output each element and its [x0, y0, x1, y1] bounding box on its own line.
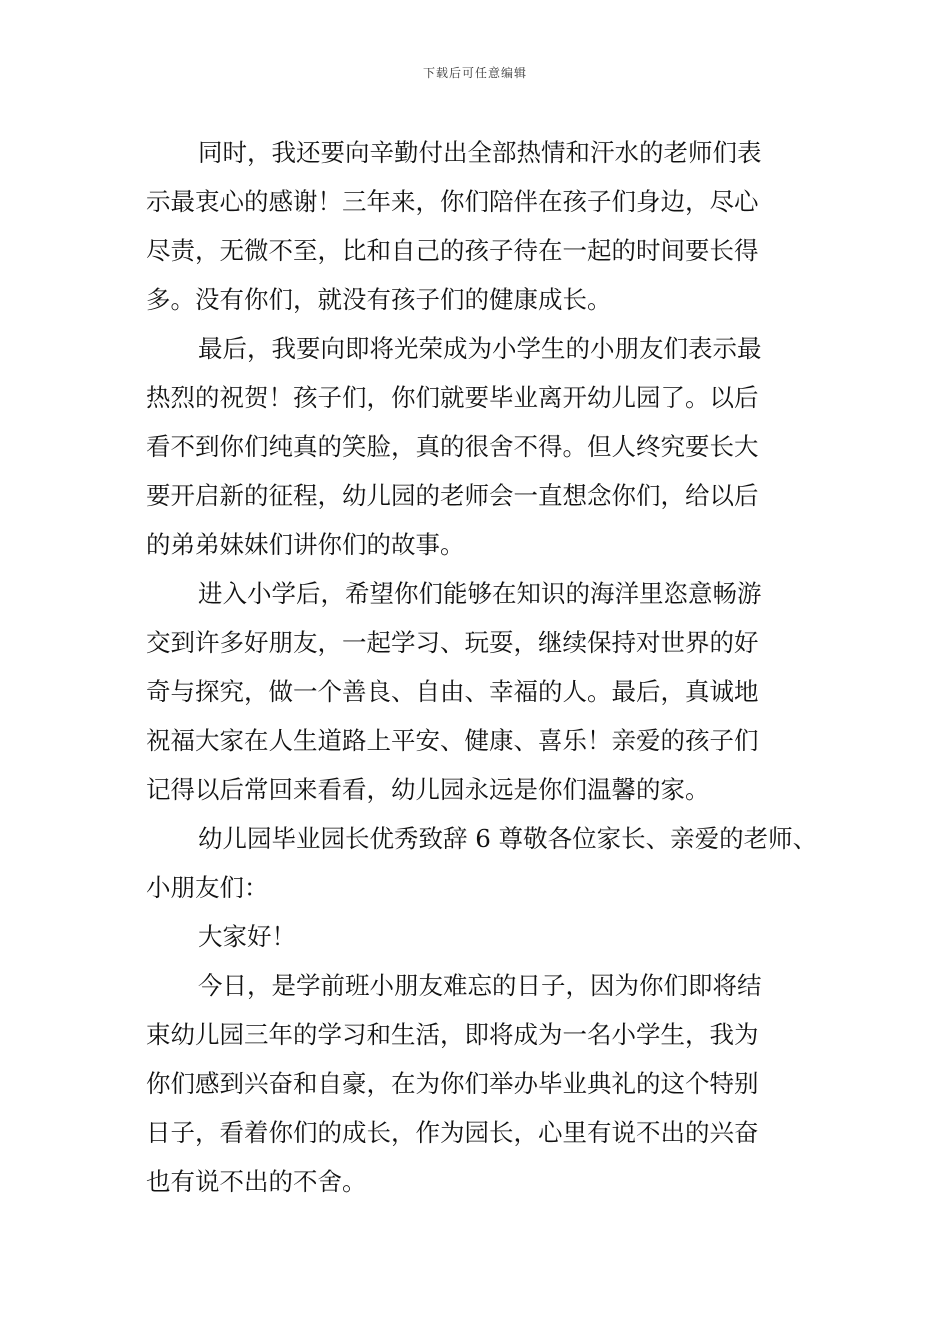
text-line: 你们感到兴奋和自豪，在为你们举办毕业典礼的这个特别 [146, 1069, 759, 1098]
text-line: 幼儿园毕业园长优秀致辞 6 尊敬各位家长、亲爱的老师、 [198, 824, 818, 853]
text-line: 小朋友们： [146, 873, 269, 902]
text-line: 同时，我还要向辛勤付出全部热情和汗水的老师们表 [198, 138, 762, 167]
text-line: 日子，看着你们的成长，作为园长，心里有说不出的兴奋 [146, 1118, 759, 1147]
text-line: 进入小学后，希望你们能够在知识的海洋里恣意畅游 [198, 579, 762, 608]
text-line: 最后，我要向即将光荣成为小学生的小朋友们表示最 [198, 334, 762, 363]
text-line: 要开启新的征程，幼儿园的老师会一直想念你们，给以后 [146, 481, 759, 510]
text-line: 多。没有你们，就没有孩子们的健康成长。 [146, 285, 612, 314]
text-line: 大家好！ [198, 922, 296, 951]
document-body [146, 128, 818, 1206]
text-line: 也有说不出的不舍。 [146, 1167, 367, 1196]
text-line: 今日，是学前班小朋友难忘的日子，因为你们即将结 [198, 971, 762, 1000]
text-line: 示最衷心的感谢！三年来，你们陪伴在孩子们身边，尽心 [146, 187, 759, 216]
text-line: 交到许多好朋友，一起学习、玩耍，继续保持对世界的好 [146, 628, 759, 657]
text-line: 热烈的祝贺！孩子们，你们就要毕业离开幼儿园了。以后 [146, 383, 759, 412]
text-line: 尽责，无微不至，比和自己的孩子待在一起的时间要长得 [146, 236, 759, 265]
text-line: 束幼儿园三年的学习和生活，即将成为一名小学生，我为 [146, 1020, 759, 1049]
text-line: 记得以后常回来看看，幼儿园永远是你们温馨的家。 [146, 775, 710, 804]
text-line: 的弟弟妹妹们讲你们的故事。 [146, 530, 465, 559]
text-line: 奇与探究，做一个善良、自由、幸福的人。最后，真诚地 [146, 677, 759, 706]
text-line: 祝福大家在人生道路上平安、健康、喜乐！亲爱的孩子们 [146, 726, 759, 755]
text-line: 看不到你们纯真的笑脸，真的很舍不得。但人终究要长大 [146, 432, 759, 461]
page-header: 下载后可任意编辑 [422, 66, 527, 80]
